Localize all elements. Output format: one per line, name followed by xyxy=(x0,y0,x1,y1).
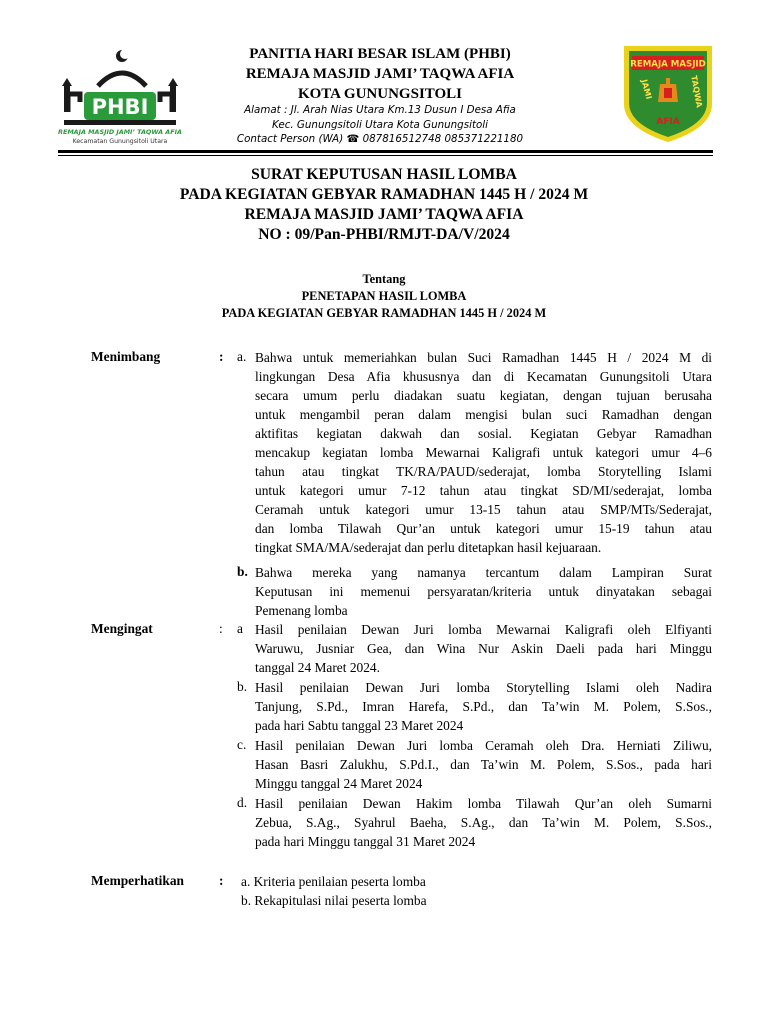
menimbang-label: Menimbang xyxy=(91,349,161,364)
mengingat-a-text xyxy=(255,620,712,677)
shield-left-text: JAMI xyxy=(639,78,654,101)
text-line: Hasan Basri Zalukhu, S.Pd.I., dan Ta’win M. Polem, S.Sos., pada hari xyxy=(255,757,712,772)
org-name-line3: KOTA GUNUNGSITOLI xyxy=(297,86,463,102)
text-line: lingkungan Desa Afia khususnya dan di Kecamatan Gunungsitoli Utara xyxy=(255,369,712,384)
text-line: dan lomba Tilawah Qur’an untuk kategori umur 15-19 tahun atau xyxy=(255,521,712,536)
about-line2: PADA KEGIATAN GEBYAR RAMADHAN 1445 H / 2024 M xyxy=(221,306,547,320)
menimbang-a-text xyxy=(255,348,712,557)
shield-right-text: TAQWA xyxy=(689,74,704,109)
menimbang-a-marker: a. xyxy=(237,349,247,364)
org-name-line1: PANITIA HARI BESAR ISLAM (PHBI) xyxy=(249,46,511,62)
text-line: Waruwu, Jusniar Gea, dan Wina Nur Askin Daeli pada hari Minggu xyxy=(255,641,712,656)
logo-caption: REMAJA MASJID JAMI’ TAQWA AFIA xyxy=(58,128,182,136)
text-line: Hasil penilaian Dewan Hakim lomba Tilawah Qur’an oleh Sumarni xyxy=(255,796,712,811)
mengingat-b-text xyxy=(255,678,712,735)
text-line: tanggal 24 Maret 2024. xyxy=(255,660,380,675)
masjid-shield-logo xyxy=(622,44,714,144)
logo-subcaption: Kecamatan Gunungsitoli Utara xyxy=(72,138,168,145)
org-name-line2: REMAJA MASJID JAMI’ TAQWA AFIA xyxy=(245,66,515,82)
text-line: untuk kategori umur 7-12 tahun atau tingkat SD/MI/sederajat, lomba xyxy=(255,483,712,498)
text-line: Bahwa untuk memeriahkan bulan Suci Ramadhan 1445 H / 2024 M di xyxy=(255,350,712,365)
mengingat-c-marker: c. xyxy=(237,737,247,752)
text-line: Minggu tanggal 24 Maret 2024 xyxy=(255,776,423,791)
about-line1: PENETAPAN HASIL LOMBA xyxy=(301,289,467,303)
text-line: untuk mengambil peran dalam mengisi bulan suci Ramadhan dengan xyxy=(255,407,712,422)
mosque-shield-icon xyxy=(622,44,714,144)
text-line: pada hari Minggu tanggal 31 Maret 2024 xyxy=(255,834,476,849)
memperhatikan-item-a: a. Kriteria penilaian peserta lomba xyxy=(241,874,426,889)
text-line: aktifitas kegiatan dakwah dan sosial. Kegiatan Gebyar Ramadhan xyxy=(255,426,712,441)
text-line: Bahwa mereka yang namanya tercantum dalam Lampiran Surat xyxy=(255,565,712,580)
shield-bottom-text: AFIA xyxy=(656,117,680,127)
mengingat-colon: : xyxy=(219,621,223,636)
text-line: Zebua, S.Ag., Syahrul Baeha, S.Ag., dan Ta’win M. Polem, S.Sos., xyxy=(255,815,712,830)
phbi-logo xyxy=(58,46,182,146)
mengingat-c-text xyxy=(255,736,712,793)
text-line: Hasil penilaian Dewan Juri lomba Storytelling Islami oleh Nadira xyxy=(255,680,712,695)
mengingat-label: Mengingat xyxy=(91,621,153,636)
mosque-crescent-icon xyxy=(58,46,182,146)
header-rule-thin xyxy=(58,155,713,156)
doc-title-line3: REMAJA MASJID JAMI’ TAQWA AFIA xyxy=(244,206,524,223)
org-address: Alamat : Jl. Arah Nias Utara Km.13 Dusun I Desa Afia xyxy=(244,104,516,116)
logo-phbi-text: PHBI xyxy=(91,95,149,119)
text-line: pada hari Sabtu tanggal 23 Maret 2024 xyxy=(255,718,464,733)
text-line: secara umum perlu diadakan suatu kegiatan, dengan tujuan berusaha xyxy=(255,388,712,403)
mengingat-b-marker: b. xyxy=(237,679,248,694)
text-line: Ceramah untuk kategori umur 13-15 tahun atau SMP/MTs/Sederajat, xyxy=(255,502,712,517)
text-line: Keputusan ini memenui persyaratan/kriteria untuk dinyatakan sebagai xyxy=(255,584,712,599)
shield-banner-text: REMAJA MASJID xyxy=(630,59,706,70)
text-line: Pemenang lomba xyxy=(255,603,348,618)
doc-title-line1: SURAT KEPUTUSAN HASIL LOMBA xyxy=(251,166,517,183)
doc-title-line2: PADA KEGIATAN GEBYAR RAMADHAN 1445 H / 2024 M xyxy=(179,186,589,203)
mengingat-a-marker: a xyxy=(237,621,243,636)
text-line: Hasil penilaian Dewan Juri lomba Mewarnai Kaligrafi oleh Elfiyanti xyxy=(255,622,712,637)
mengingat-d-text xyxy=(255,794,712,851)
text-line: mencakup kegiatan lomba Mewarnai Kaligrafi untuk kategori umur 4–6 xyxy=(255,445,712,460)
memperhatikan-colon: : xyxy=(219,873,224,888)
memperhatikan-item-b: b. Rekapitulasi nilai peserta lomba xyxy=(241,893,427,908)
doc-number: NO : 09/Pan-PHBI/RMJT-DA/V/2024 xyxy=(258,226,510,243)
about-heading: Tentang xyxy=(362,272,406,286)
text-line: Hasil penilaian Dewan Juri lomba Ceramah oleh Dra. Herniati Ziliwu, xyxy=(255,738,712,753)
mengingat-d-marker: d. xyxy=(237,795,248,810)
text-line: tahun atau tingkat TK/RA/PAUD/sederajat, lomba Storytelling Islami xyxy=(255,464,712,479)
header-rule-thick xyxy=(58,150,713,153)
org-district: Kec. Gunungsitoli Utara Kota Gunungsitoli xyxy=(271,119,488,131)
menimbang-b-marker: b. xyxy=(237,564,248,579)
text-line: Tanjung, S.Pd., Imran Harefa, S.Pd., dan Ta’win M. Polem, S.Sos., xyxy=(255,699,712,714)
memperhatikan-label: Memperhatikan xyxy=(91,873,184,888)
org-contact: Contact Person (WA) ☎ 087816512748 085371221180 xyxy=(236,133,524,145)
text-line: tingkat SMA/MA/sederajat dan perlu ditetapkan hasil kejuaraan. xyxy=(255,540,602,555)
menimbang-colon: : xyxy=(219,349,224,364)
menimbang-b-text xyxy=(255,563,712,620)
